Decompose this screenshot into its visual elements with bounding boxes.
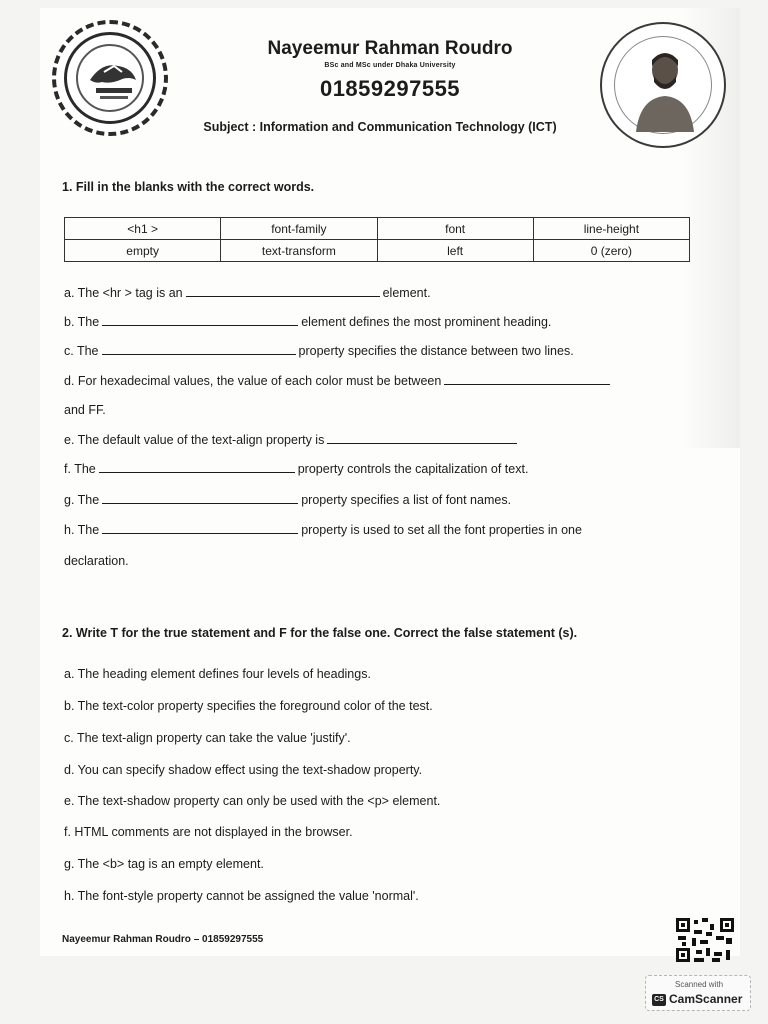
q1-item-text: property specifies a list of font names. xyxy=(301,493,512,507)
mascot-icon xyxy=(84,54,144,110)
q1-title: 1. Fill in the blanks with the correct words. xyxy=(62,180,315,194)
q1-item-text: f. The xyxy=(64,462,96,476)
q2-item-d: d. You can specify shadow effect using the text-shadow property. xyxy=(64,763,423,777)
q2-item-f: f. HTML comments are not displayed in the browser. xyxy=(64,825,353,839)
q1-item-h xyxy=(64,523,582,537)
subject-title: Subject : Information and Communication Technology (ICT) xyxy=(203,120,557,134)
q1-item-text: property is used to set all the font properties in one xyxy=(301,523,582,537)
word-bank-cell: <h1 > xyxy=(65,218,221,240)
q2-title: 2. Write T for the true statement and F for the false one. Correct the false statement (s). xyxy=(62,626,578,640)
q1-item-text: d. For hexadecimal values, the value of each color must be between xyxy=(64,374,442,388)
q2-item-a: a. The heading element defines four levels of headings. xyxy=(64,667,371,681)
answer-blank[interactable] xyxy=(444,374,610,385)
teacher-credentials: BSc and MSc under Dhaka University xyxy=(324,62,456,69)
q1-item-e xyxy=(64,433,520,447)
answer-blank[interactable] xyxy=(99,462,295,473)
q1-item-text: element defines the most prominent heading. xyxy=(301,315,552,329)
q2-item-h: h. The font-style property cannot be assigned the value 'normal'. xyxy=(64,889,419,903)
q1-item-text: h. The xyxy=(64,523,100,537)
q1-item-text: property controls the capitalization of text. xyxy=(297,462,529,476)
word-bank-cell: empty xyxy=(65,240,221,262)
q1-item-text: element. xyxy=(382,286,431,300)
q1-item-text: and FF. xyxy=(64,403,106,417)
word-bank-table xyxy=(64,217,690,262)
q1-item-text: b. The xyxy=(64,315,100,329)
q2-item-g: g. The <b> tag is an empty element. xyxy=(64,857,264,871)
answer-blank[interactable] xyxy=(102,315,298,326)
worksheet-page xyxy=(40,8,740,956)
portrait-icon xyxy=(632,42,698,132)
q1-item-c xyxy=(64,344,574,358)
answer-blank[interactable] xyxy=(327,433,517,444)
q1-item-text: e. The default value of the text-align property is xyxy=(64,433,325,447)
word-bank-row xyxy=(65,218,690,240)
q1-item-text: property specifies the distance between two lines. xyxy=(298,344,574,358)
q1-item-a xyxy=(64,286,431,300)
qr-code-icon xyxy=(676,918,734,962)
q1-item-d-cont xyxy=(64,403,106,417)
q1-item-text: c. The xyxy=(64,344,99,358)
answer-blank[interactable] xyxy=(102,523,298,534)
q1-item-b xyxy=(64,315,551,329)
seal-logo-left xyxy=(52,20,168,136)
q1-item-text: g. The xyxy=(64,493,100,507)
answer-blank[interactable] xyxy=(186,286,380,297)
answer-blank[interactable] xyxy=(102,493,298,504)
q2-item-c: c. The text-align property can take the value 'justify'. xyxy=(64,731,351,745)
word-bank-cell: text-transform xyxy=(221,240,377,262)
answer-blank[interactable] xyxy=(102,344,296,355)
teacher-name: Nayeemur Rahman Roudro xyxy=(267,38,513,59)
word-bank-cell: font-family xyxy=(221,218,377,240)
q1-item-text: declaration. xyxy=(64,554,129,568)
word-bank-cell: 0 (zero) xyxy=(533,240,689,262)
footer-credit: Nayeemur Rahman Roudro – 01859297555 xyxy=(62,934,264,945)
portrait-seal-right xyxy=(600,22,726,148)
camscanner-logo-icon: CS xyxy=(652,994,666,1006)
teacher-phone: 01859297555 xyxy=(319,76,461,101)
scanned-with-label: Scanned with xyxy=(674,980,724,989)
camscanner-badge xyxy=(645,975,751,1011)
word-bank-cell: left xyxy=(377,240,533,262)
q1-item-g xyxy=(64,493,511,507)
camscanner-brand: CamScanner xyxy=(669,992,743,1006)
q1-item-text: a. The <hr > tag is an xyxy=(64,286,183,300)
q1-item-h-cont xyxy=(64,554,129,568)
q1-item-f xyxy=(64,462,528,476)
word-bank-row xyxy=(65,240,690,262)
q2-item-b: b. The text-color property specifies the foreground color of the test. xyxy=(64,699,433,713)
word-bank-cell: font xyxy=(377,218,533,240)
word-bank-cell: line-height xyxy=(533,218,689,240)
q1-item-d xyxy=(64,374,613,388)
q2-item-e: e. The text-shadow property can only be used with the <p> element. xyxy=(64,794,441,808)
